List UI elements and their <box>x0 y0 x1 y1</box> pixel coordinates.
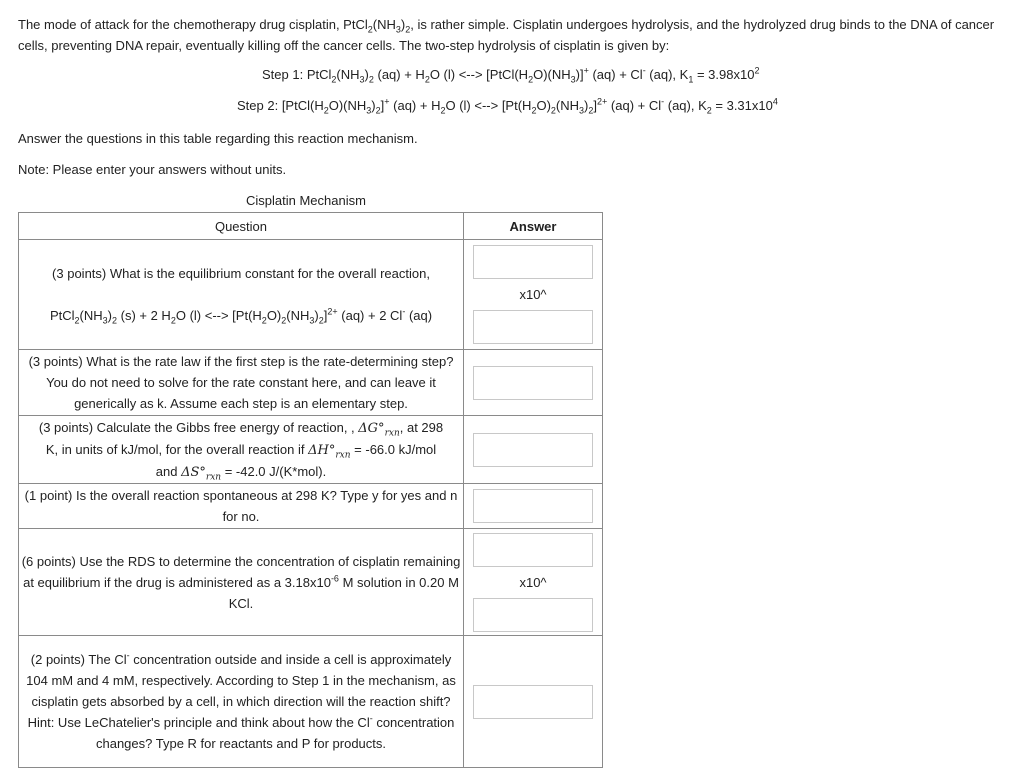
question-6: (2 points) The Cl- concentration outside and inside a cell is approximately 104 mM and 4 mM, respectively. According to Step 1 in the mechanism, as cisplatin gets absorbed by a cell, in which direction will the reaction shift? Hint: Use LeChatelier's principle and think about how the Cl- concentration changes? Type R for reactants and P for products. <box>19 636 464 768</box>
answer-6-cell <box>464 636 603 768</box>
question-5: (6 points) Use the RDS to determine the concentration of cisplatin remaining at equilibrium if the drug is administered as a $3.18x10^{-6}$ M solution in 0.20 M KCl. <box>19 529 464 636</box>
answer-4-cell <box>464 484 603 529</box>
cisplatin-table <box>18 212 603 768</box>
step-1-equation: Step 1: $PtCl_2(NH_3)_2$ $(aq) + H_2O$ (l) <--> $[PtCl(H_2O)(NH_3)]^+$ (aq) + Cl- (aq), $K_1 = 3.98x10^2$ <box>262 65 760 85</box>
answer-2-input[interactable] <box>473 366 593 400</box>
question-column-header: Question <box>19 213 464 240</box>
answer-column-header: Answer <box>464 213 603 240</box>
answer-3-input[interactable] <box>473 433 593 467</box>
answer-5-mantissa-input[interactable] <box>473 533 593 567</box>
answer-1-cell <box>464 240 603 350</box>
times-ten-label: x10^ <box>519 574 547 590</box>
answer-3-cell <box>464 416 603 484</box>
step-2-equation: Step 2: $[PtCl(H_2O)(NH_3)_2]^+$ $(aq) + H_2O$ (l) <--> $[Pt(H_2O)_2(NH_3)_2]^{2+}$ (aq) + Cl- (aq), $K_2 = 3.31x10^4$ <box>237 96 778 116</box>
table-header-row <box>19 213 603 240</box>
question-4: (1 point) Is the overall reaction spontaneous at 298 K? Type y for yes and n for no. <box>19 484 464 529</box>
table-row <box>19 484 603 529</box>
answer-5-exponent-input[interactable] <box>473 598 593 632</box>
table-row <box>19 350 603 416</box>
question-2: (3 points) What is the rate law if the first step is the rate-determining step? You do not need to solve for the rate constant here, and can leave it generically as k. Assume each step is an elementary step. <box>19 350 464 416</box>
table-row <box>19 636 603 768</box>
table-row <box>19 240 603 350</box>
question-3: (3 points) Calculate the Gibbs free energy of reaction, , $\Delta G^\circ_{rxn}$, at 298 K, in units of kJ/mol, for the overall reaction if $\Delta H^\circ_{rxn} = -66.0$ kJ/mol and $\Delta S^\circ_{rxn} = -42.0$ J/(K*mol). <box>19 416 464 484</box>
answer-1-mantissa-input[interactable] <box>473 245 593 279</box>
answer-5-cell <box>464 529 603 636</box>
answer-1-exponent-input[interactable] <box>473 310 593 344</box>
question-1: (3 points) What is the equilibrium constant for the overall reaction, $PtCl_2(NH_3)_2$ (s) + 2 $H_2O$ (l) <--> $[Pt(H_2O)_2(NH_3)_2]^{2+}$ (aq) + 2 Cl- (aq) <box>19 240 464 350</box>
answer-6-input[interactable] <box>473 685 593 719</box>
note-text: Note: Please enter your answers without units. <box>18 162 287 177</box>
table-row <box>19 416 603 484</box>
answer-2-cell <box>464 350 603 416</box>
answer-4-input[interactable] <box>473 489 593 523</box>
table-caption: Cisplatin Mechanism <box>246 193 366 208</box>
times-ten-label: x10^ <box>519 287 547 302</box>
instruction-text: Answer the questions in this table regarding this reaction mechanism. <box>18 131 418 146</box>
table-row <box>19 529 603 636</box>
intro-text: The mode of attack for the chemotherapy drug cisplatin, $PtCl_2(NH_3)_2$, is rather simple. Cisplatin undergoes hydrolysis, and the hydrolyzed drug binds to the DNA of cancer cells, preventing DNA repair, eventually killing off the cancer cells. The two-step hydrolysis of cisplatin is given by: <box>18 17 995 53</box>
